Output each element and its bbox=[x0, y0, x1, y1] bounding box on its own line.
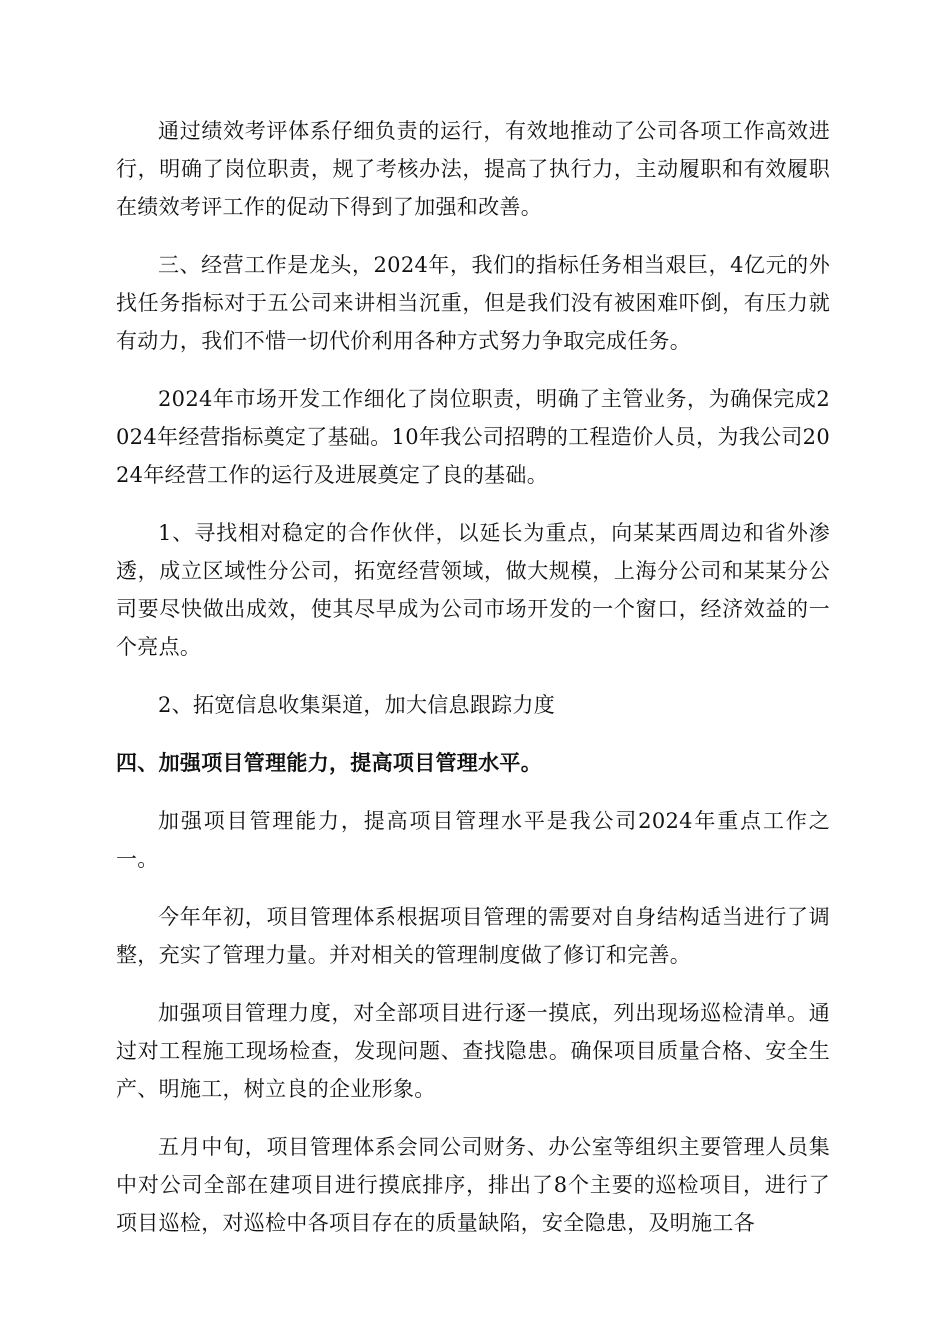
paragraph-item-2-information: 2、拓宽信息收集渠道，加大信息跟踪力度 bbox=[158, 693, 556, 717]
document-body bbox=[116, 112, 830, 1262]
paragraph-business-work: 三、经营工作是龙头，2024年，我们的指标任务相当艰巨，4亿元的外找任务指标对于五公司来讲相当沉重，但是我们没有被困难吓倒，有压力就有动力，我们不惜一切代价利用各种方式努力争取完成任务。 bbox=[116, 253, 830, 353]
paragraph-site-inspection: 加强项目管理力度，对全部项目进行逐一摸底，列出现场巡检清单。通过对工程施工现场检查，发现问题、查找隐患。确保项目质量合格、安全生产、明施工，树立良的企业形象。 bbox=[116, 1001, 830, 1101]
paragraph-item-1-partners: 1、寻找相对稳定的合作伙伴，以延长为重点，向某某西周边和省外渗透，成立区域性分公司，拓宽经营领域，做大规模，上海分公司和某某分公司要尽快做出成效，使其尽早成为公司市场开发的一个窗口，经济效益的一个亮点。 bbox=[116, 521, 830, 659]
paragraph-market-development: 2024年市场开发工作细化了岗位职责，明确了主管业务，为确保完成2024年经营指标奠定了基础。10年我公司招聘的工程造价人员，为我公司2024年经营工作的运行及进展奠定了良的基础。 bbox=[116, 387, 830, 487]
paragraph-performance-review: 通过绩效考评体系仔细负责的运行，有效地推动了公司各项工作高效进行，明确了岗位职责，规了考核办法，提高了执行力，主动履职和有效履职在绩效考评工作的促动下得到了加强和改善。 bbox=[116, 119, 830, 219]
paragraph-structure-adjustment: 今年年初，项目管理体系根据项目管理的需要对自身结构适当进行了调整，充实了管理力量。并对相关的管理制度做了修订和完善。 bbox=[116, 905, 830, 967]
section-heading-project-management: 四、加强项目管理能力，提高项目管理水平。 bbox=[116, 751, 542, 775]
paragraph-may-inspection: 五月中旬，项目管理体系会同公司财务、办公室等组织主要管理人员集中对公司全部在建项目进行摸底排序，排出了8个主要的巡检项目，进行了项目巡检，对巡检中各项目存在的质量缺陷，安全隐患，及明施工各 bbox=[116, 1135, 830, 1235]
paragraph-key-work: 加强项目管理能力，提高项目管理水平是我公司2024年重点工作之一。 bbox=[116, 809, 830, 871]
